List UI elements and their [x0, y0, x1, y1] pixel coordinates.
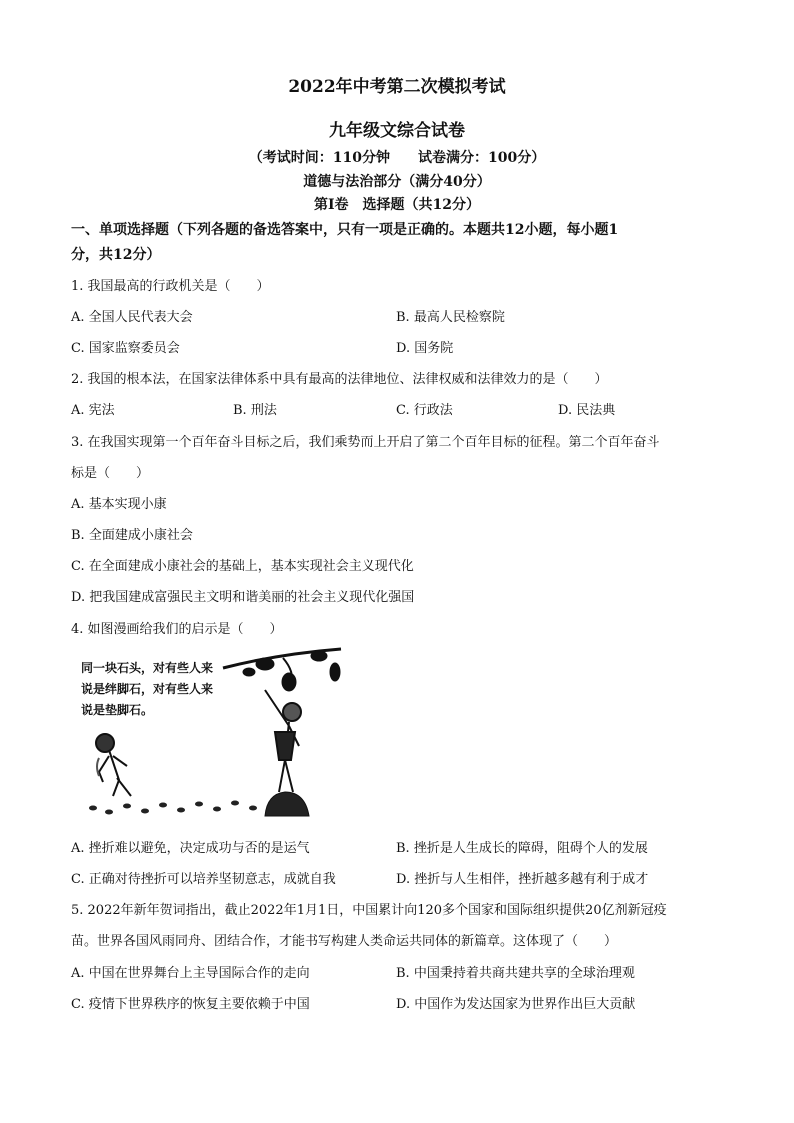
question-1-option-d: D. 国务院: [396, 341, 454, 356]
stepping-stone-icon: [265, 792, 309, 816]
question-3-option-a: A. 基本实现小康: [71, 497, 167, 512]
cartoon-stumbling-stone: [73, 646, 353, 822]
question-2-option-d: D. 民法典: [558, 403, 616, 418]
exam-subtitle: 九年级文综合试卷: [329, 121, 465, 141]
question-4-option-c: C. 正确对待挫折可以培养坚韧意志，成就自我: [71, 872, 336, 887]
question-1-option-b: B. 最高人民检察院: [396, 310, 505, 325]
exam-title: 2022年中考第二次模拟考试: [288, 77, 506, 97]
branch-with-leaves-icon: [223, 649, 341, 691]
cartoon-caption-line2: 说是绊脚石，对有些人来: [81, 682, 214, 696]
question-2-option-c: C. 行政法: [396, 403, 453, 418]
question-2-option-a: A. 宪法: [71, 403, 115, 418]
question-5-option-d: D. 中国作为发达国家为世界作出巨大贡献: [396, 997, 636, 1012]
reaching-person-icon: [265, 690, 301, 792]
question-3-stem-line1: 3. 在我国实现第一个百年奋斗目标之后，我们乘势而上开启了第二个百年目标的征程。第二个百年奋斗: [71, 435, 660, 450]
exam-info: （考试时间：110分钟 试卷满分：100分）: [248, 150, 546, 166]
question-4-option-d: D. 挫折与人生相伴，挫折越多越有利于成才: [396, 872, 649, 887]
question-5-stem-line2: 苗。世界各国风雨同舟、团结合作，才能书写构建人类命运共同体的新篇章。这体现了（ ）: [71, 934, 618, 949]
section-instruction-line1: 一、单项选择题（下列各题的备选答案中，只有一项是正确的。本题共12小题，每小题1: [71, 222, 619, 238]
section-instruction-line2: 分，共12分）: [71, 247, 161, 263]
question-1-option-a: A. 全国人民代表大会: [71, 310, 193, 325]
question-4-option-a: A. 挫折难以避免，决定成功与否的是运气: [71, 841, 310, 856]
question-3-option-c: C. 在全面建成小康社会的基础上，基本实现社会主义现代化: [71, 559, 414, 574]
question-5-option-b: B. 中国秉持着共商共建共享的全球治理观: [396, 966, 635, 981]
question-3-option-d: D. 把我国建成富强民主文明和谐美丽的社会主义现代化强国: [71, 590, 415, 605]
question-5-stem-line1: 5. 2022年新年贺词指出，截止2022年1月1日，中国累计向120多个国家和国际组织提供20亿剂新冠疫: [71, 903, 667, 918]
question-3-option-b: B. 全面建成小康社会: [71, 528, 193, 543]
question-5-option-c: C. 疫情下世界秩序的恢复主要依赖于中国: [71, 997, 310, 1012]
question-4-stem: 4. 如图漫画给我们的启示是（ ）: [71, 622, 283, 637]
footprints-icon: [89, 801, 257, 815]
stumbling-person-icon: [96, 734, 131, 796]
question-3-stem-line2: 标是（ ）: [71, 466, 150, 481]
cartoon-caption-line1: 同一块石头，对有些人来: [81, 661, 214, 675]
question-2-option-b: B. 刑法: [233, 403, 277, 418]
question-1-stem: 1. 我国最高的行政机关是（ ）: [71, 279, 270, 294]
part-heading: 道德与法治部分（满分40分）: [303, 174, 491, 190]
question-5-option-a: A. 中国在世界舞台上主导国际合作的走向: [71, 966, 310, 981]
volume-heading: 第Ⅰ卷 选择题（共12分）: [313, 197, 481, 213]
cartoon-caption-line3: 说是垫脚石。: [81, 703, 154, 717]
question-1-option-c: C. 国家监察委员会: [71, 341, 180, 356]
question-4-option-b: B. 挫折是人生成长的障碍，阻碍个人的发展: [396, 841, 648, 856]
question-2-stem: 2. 我国的根本法，在国家法律体系中具有最高的法律地位、法律权威和法律效力的是（ ）: [71, 372, 608, 387]
